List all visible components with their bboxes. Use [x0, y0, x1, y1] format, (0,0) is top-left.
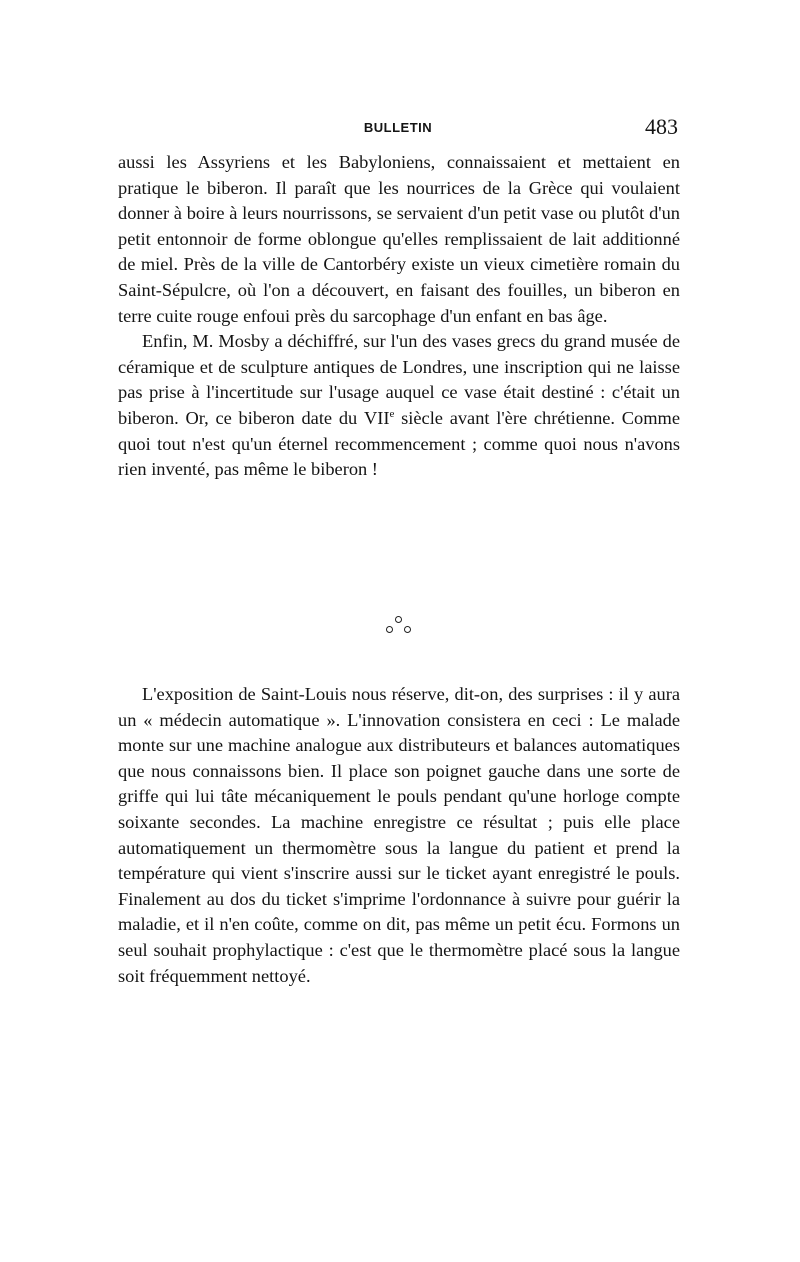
running-header: [118, 114, 678, 144]
running-title: BULLETIN: [363, 120, 433, 135]
ornament-dot: [404, 626, 411, 633]
paragraph-mosby-text: Enfin, M. Mosby a déchiffré, sur l'un des vases grecs du grand musée de céramique et de sculpture antiques de Londres, une inscription qui ne laisse pas prise à l'incertitude sur l'usage auquel ce vase était destiné : c'était un biberon. Or, ce biberon date du: [118, 331, 680, 428]
asterism-dots-icon: [380, 612, 420, 642]
ornament-dot: [395, 616, 402, 623]
paragraph-medecin-automatique: L'exposition de Saint-Louis nous réserve, dit-on, des surprises : il y aura un « médecin automatique ». L'innovation consistera en ceci : Le malade monte sur une machine analogue aux distributeurs et balances automatiques que nous connaissons bien. Il place son poignet gauche dans une sorte de griffe qui lui tâte mécaniquement le pouls pendant qu'une horloge compte soixante secondes. La machine enregistre ce résultat ; puis elle place automatiquement un thermomètre sous la langue du patient et prend la température qui vient s'inscrire aussi sur le ticket ayant enregistré le pouls. Finalement au dos du ticket s'imprime l'ordonnance à suivre pour guérir la maladie, et il n'en coûte, comme on dit, pas même un petit écu. Formons un seul souhait prophylactique : c'est que le thermomètre placé sous la langue soit fréquemment nettoyé.: [118, 684, 680, 986]
ornament-dot: [386, 626, 393, 633]
article-body-top: [118, 150, 680, 483]
century-suffix: e: [389, 407, 395, 420]
paragraph-biberon-history: aussi les Assyriens et les Babyloniens, connaissaient et mettaient en pratique le biberon. Il paraît que les nourrices de la Grèce qui voulaient donner à boire à leurs nourrissons, se servaient d'un petit vase ou plutôt d'un petit entonnoir de forme oblongue qu'elles remplissaient de lait additionné de miel. Près de la ville de Cantorbéry existe un vieux cimetière romain du Saint-Sépulcre, où l'on a découvert, en faisant des fouilles, un biberon en terre cuite rouge enfoui près du sarcophage d'un enfant en bas âge.: [118, 152, 680, 326]
century-rest: siècle avant l'ère chrétienne. Comme quoi tout n'est qu'un éternel recommencement ; comme quoi nous n'avons rien inventé, pas même le biberon !: [118, 407, 680, 480]
paragraph-mosby-inscription: [118, 329, 680, 483]
article-body-bottom: [118, 682, 680, 989]
century-numeral: VII: [363, 407, 390, 428]
page-number: 483: [645, 114, 678, 139]
